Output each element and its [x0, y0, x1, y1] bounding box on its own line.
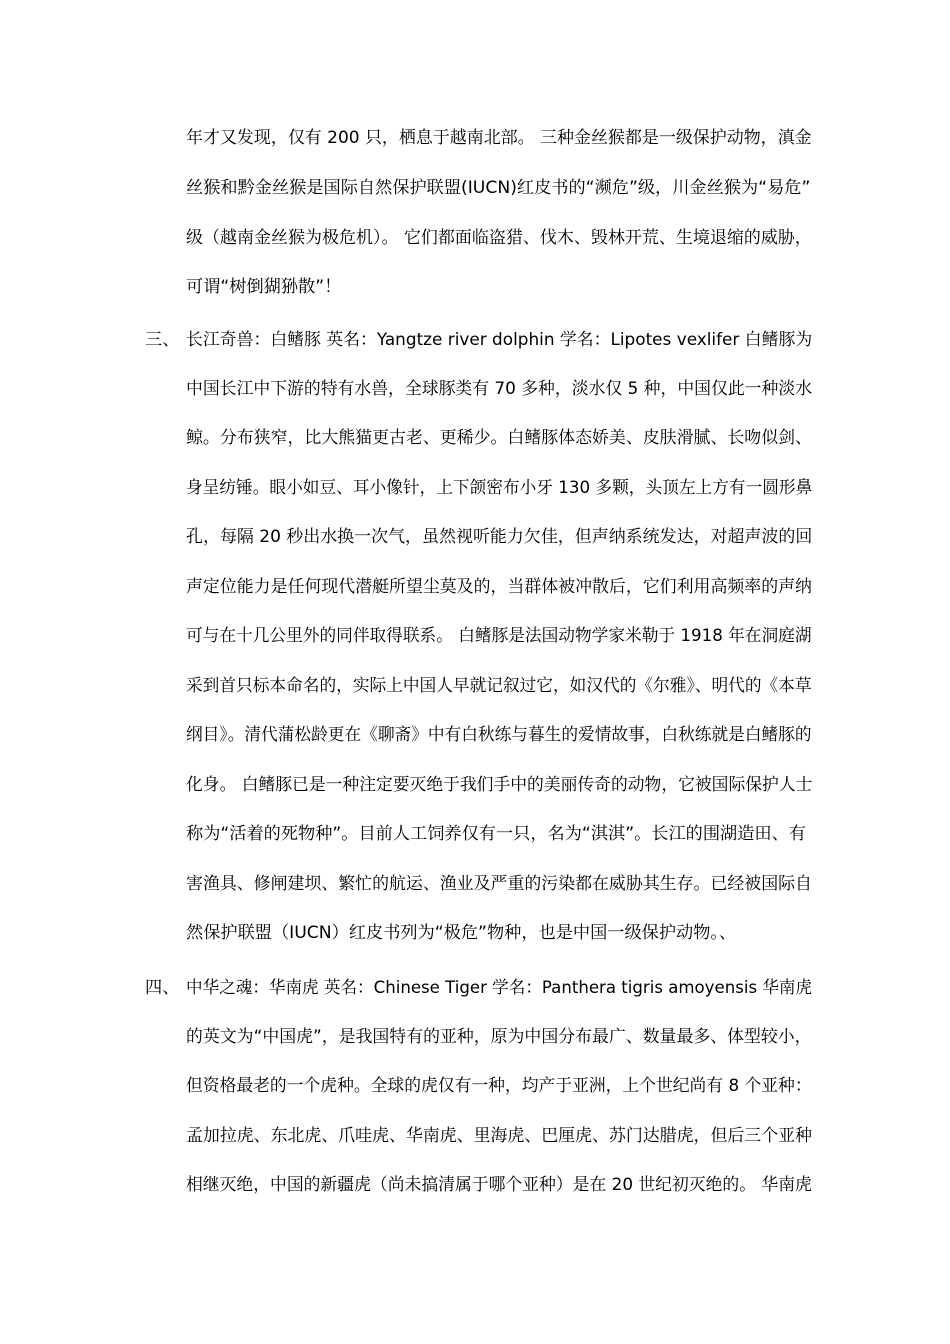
paragraph-line: 级（越南金丝猴为极危机）。 它们都面临盗猎、伐木、毁林开荒、生境退缩的威胁， [186, 228, 812, 248]
paragraph-line: 孔，每隔 20 秒出水换一次气，虽然视听能力欠佳，但声纳系统发达，对超声波的回 [186, 527, 813, 547]
list-marker-3: 三、 [145, 330, 180, 350]
paragraph-line: 称为“活着的死物种”。目前人工饲养仅有一只，名为“淇淇”。长江的围湖造田、有 [186, 824, 806, 844]
paragraph-line: 孟加拉虎、东北虎、爪哇虎、华南虎、里海虎、巴厘虎、苏门达腊虎，但后三个亚种 [186, 1126, 812, 1146]
section-heading-line: 长江奇兽：白鳍豚 英名：Yangtze river dolphin 学名：Lipotes vexlifer 白鳍豚为 [186, 330, 813, 350]
paragraph-line: 可与在十几公里外的同伴取得联系。 白鳍豚是法国动物学家米勒于 1918 年在洞庭湖 [186, 626, 812, 646]
paragraph-line: 声定位能力是任何现代潜艇所望尘莫及的，当群体被冲散后，它们利用高频率的声纳 [186, 577, 812, 597]
paragraph-line: 丝猴和黔金丝猴是国际自然保护联盟(IUCN)红皮书的“濒危”级，川金丝猴为“易危” [186, 178, 811, 198]
paragraph-line: 化身。 白鳍豚已是一种注定要灭绝于我们手中的美丽传奇的动物，它被国际保护人士 [186, 775, 813, 795]
list-marker-4: 四、 [145, 978, 180, 998]
paragraph-line: 然保护联盟（IUCN）红皮书列为“极危”物种，也是中国一级保护动物。、 [186, 923, 737, 943]
paragraph-line: 中国长江中下游的特有水兽，全球豚类有 70 多种，淡水仅 5 种，中国仅此一种淡水 [186, 379, 813, 399]
paragraph-line: 身呈纺锤。眼小如豆、耳小像针，上下颌密布小牙 130 多颗，头顶左上方有一圆形鼻 [186, 478, 813, 498]
paragraph-line: 鲸。分布狭窄，比大熊猫更古老、更稀少。白鳍豚体态娇美、皮肤滑腻、长吻似剑、 [186, 428, 812, 448]
paragraph-line: 采到首只标本命名的，实际上中国人早就记叙过它，如汉代的《尔雅》、明代的《本草 [186, 676, 812, 696]
paragraph-line: 相继灭绝，中国的新疆虎（尚未搞清属于哪个亚种）是在 20 世纪初灭绝的。 华南虎 [186, 1175, 812, 1195]
paragraph-line: 害渔具、修闸建坝、繁忙的航运、渔业及严重的污染都在威胁其生存。已经被国际自 [186, 874, 812, 894]
paragraph-line: 纲目》。清代蒲松龄更在《聊斋》中有白秋练与暮生的爱情故事，白秋练就是白鳍豚的 [186, 725, 812, 745]
paragraph-line: 的英文为“中国虎”，是我国特有的亚种，原为中国分布最广、数量最多、体型较小， [186, 1027, 812, 1047]
section-heading-line: 中华之魂：华南虎 英名：Chinese Tiger 学名：Panthera tigris amoyensis 华南虎 [186, 978, 813, 998]
paragraph-line: 年才又发现，仅有 200 只，栖息于越南北部。 三种金丝猴都是一级保护动物，滇金 [186, 128, 812, 148]
paragraph-line: 但资格最老的一个虎种。全球的虎仅有一种，均产于亚洲，上个世纪尚有 8 个亚种： [186, 1076, 812, 1096]
paragraph-line: 可谓“树倒猢狲散”！ [186, 277, 342, 297]
